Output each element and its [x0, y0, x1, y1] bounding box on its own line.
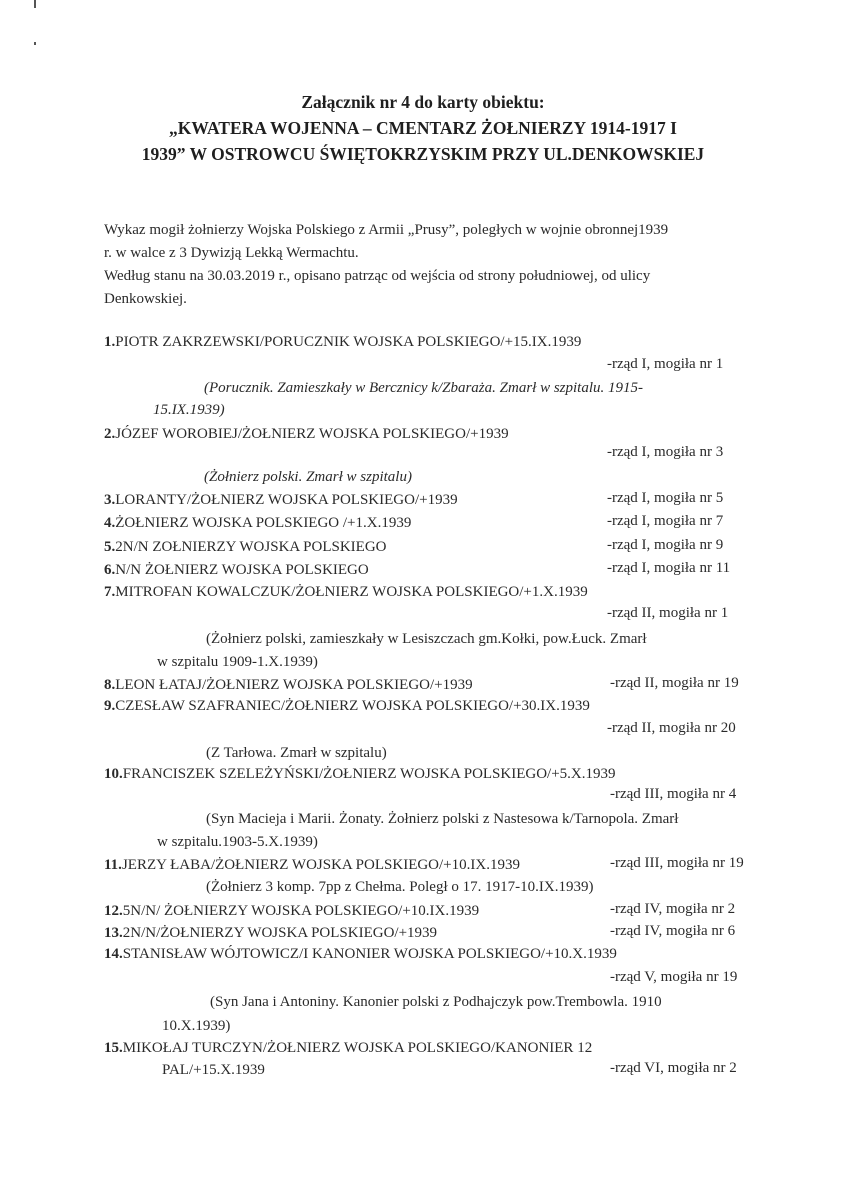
entry-number: 2. [104, 426, 116, 442]
entry-text: 2N/N ZOŁNIERZY WOJSKA POLSKIEGO [115, 539, 387, 555]
scan-mark [34, 0, 36, 8]
list-item [104, 584, 588, 601]
intro-text: Denkowskiej. [104, 291, 187, 307]
scan-mark [34, 42, 36, 45]
entry-text: 2N/N/ŻOŁNIERZY WOJSKA POLSKIEGO/+1939 [122, 925, 438, 941]
entry-text: JERZY ŁABA/ŻOŁNIERZ WOJSKA POLSKIEGO/+10.IX.1939 [121, 857, 520, 873]
entry-number: 1. [104, 334, 116, 350]
entry-text: CZESŁAW SZAFRANIEC/ŻOŁNIERZ WOJSKA POLSKIEGO/+30.IX.1939 [115, 698, 590, 714]
entry-note: (Żołnierz polski, zamieszkały w Lesiszczach gm.Kołki, pow.Łuck. Zmarł [206, 631, 647, 647]
entry-note: (Syn Jana i Antoniny. Kanonier polski z Podhajczyk pow.Trembowla. 1910 [210, 994, 662, 1010]
entry-number: 15. [104, 1040, 123, 1056]
entry-text: MIKOŁAJ TURCZYN/ŻOŁNIERZ WOJSKA POLSKIEGO/KANONIER 12 [122, 1040, 593, 1056]
entry-number: 6. [104, 562, 116, 578]
list-item [104, 946, 617, 963]
entry-location: -rząd III, mogiła nr 4 [610, 786, 737, 802]
list-item [104, 766, 616, 783]
entry-number: 7. [104, 584, 116, 600]
entry-location: -rząd II, mogiła nr 1 [607, 605, 729, 621]
entry-text: LORANTY/ŻOŁNIERZ WOJSKA POLSKIEGO/+1939 [115, 492, 458, 508]
entry-note: 10.X.1939) [162, 1018, 231, 1034]
entry-number: 9. [104, 698, 116, 714]
intro-text: Wykaz mogił żołnierzy Wojska Polskiego z Armii „Prusy”, poległych w wojnie obronnej1939 [104, 222, 669, 238]
entry-location: -rząd II, mogiła nr 19 [610, 675, 739, 691]
list-item [104, 857, 520, 874]
list-item [104, 426, 509, 443]
entry-location: -rząd IV, mogiła nr 2 [610, 901, 736, 917]
entry-number: 10. [104, 766, 123, 782]
entry-location: -rząd I, mogiła nr 7 [607, 513, 724, 529]
list-item [104, 334, 581, 351]
list-item [104, 698, 590, 715]
list-item [104, 492, 458, 509]
entry-text: STANISŁAW WÓJTOWICZ/I KANONIER WOJSKA POLSKIEGO/+10.X.1939 [122, 946, 617, 962]
entry-location: -rząd VI, mogiła nr 2 [610, 1060, 737, 1076]
entry-location: -rząd I, mogiła nr 1 [607, 356, 724, 372]
entry-text: FRANCISZEK SZELEŻYŃSKI/ŻOŁNIERZ WOJSKA POLSKIEGO/+5.X.1939 [122, 766, 616, 782]
entry-number: 13. [104, 925, 123, 941]
entry-note: w szpitalu 1909-1.X.1939) [157, 654, 318, 670]
entry-text: MITROFAN KOWALCZUK/ŻOŁNIERZ WOJSKA POLSKIEGO/+1.X.1939 [115, 584, 588, 600]
entry-note: (Żołnierz polski. Zmarł w szpitalu) [204, 469, 412, 485]
entry-note: (Z Tarłowa. Zmarł w szpitalu) [206, 745, 387, 761]
entry-number: 5. [104, 539, 116, 555]
entry-location: -rząd V, mogiła nr 19 [610, 969, 738, 985]
entry-location: -rząd I, mogiła nr 3 [607, 444, 724, 460]
list-item [104, 562, 369, 579]
list-item [104, 925, 437, 942]
list-item [104, 1040, 592, 1057]
entry-number: 11. [104, 857, 122, 873]
entry-note: (Syn Macieja i Marii. Żonaty. Żołnierz polski z Nastesowa k/Tarnopola. Zmarł [206, 811, 679, 827]
entry-location: -rząd II, mogiła nr 20 [607, 720, 736, 736]
title-line-1: Załącznik nr 4 do karty obiektu: [301, 92, 545, 112]
entry-text: 5N/N/ ŻOŁNIERZY WOJSKA POLSKIEGO/+10.IX.1939 [122, 903, 480, 919]
entry-number: 4. [104, 515, 116, 531]
entry-text-continued: PAL/+15.X.1939 [162, 1062, 265, 1078]
entry-location: -rząd I, mogiła nr 11 [607, 560, 731, 576]
entry-note: w szpitalu.1903-5.X.1939) [157, 834, 318, 850]
entry-location: -rząd IV, mogiła nr 6 [610, 923, 736, 939]
list-item [104, 539, 387, 556]
entry-location: -rząd I, mogiła nr 5 [607, 490, 724, 506]
entry-location: -rząd I, mogiła nr 9 [607, 537, 724, 553]
entry-number: 8. [104, 677, 116, 693]
title-line-3: 1939” W OSTROWCU ŚWIĘTOKRZYSKIM PRZY UL.DENKOWSKIEJ [141, 144, 705, 164]
entry-note: (Żołnierz 3 komp. 7pp z Chełma. Poległ o 17. 1917-10.IX.1939) [206, 879, 594, 895]
title-line-2: „KWATERA WOJENNA – CMENTARZ ŻOŁNIERZY 1914-1917 I [169, 118, 677, 138]
entry-text: LEON ŁATAJ/ŻOŁNIERZ WOJSKA POLSKIEGO/+1939 [115, 677, 473, 693]
intro-text: r. w walce z 3 Dywizją Lekką Wermachtu. [104, 245, 359, 261]
list-item [104, 515, 411, 532]
entry-text: N/N ŻOŁNIERZ WOJSKA POLSKIEGO [115, 562, 369, 578]
entry-text: JÓZEF WOROBIEJ/ŻOŁNIERZ WOJSKA POLSKIEGO/+1939 [115, 426, 509, 442]
list-item [104, 677, 473, 694]
entry-note: 15.IX.1939) [153, 402, 225, 418]
entry-number: 3. [104, 492, 116, 508]
entry-number: 12. [104, 903, 123, 919]
entry-text: ŻOŁNIERZ WOJSKA POLSKIEGO /+1.X.1939 [115, 515, 412, 531]
entry-location: -rząd III, mogiła nr 19 [610, 855, 744, 871]
list-item [104, 903, 479, 920]
intro-text: Według stanu na 30.03.2019 r., opisano patrząc od wejścia od strony południowej, od ulicy [104, 268, 651, 284]
entry-note: (Porucznik. Zamieszkały w Bercznicy k/Zbaraża. Zmarł w szpitalu. 1915- [204, 380, 644, 396]
entry-number: 14. [104, 946, 123, 962]
entry-text: PIOTR ZAKRZEWSKI/PORUCZNIK WOJSKA POLSKIEGO/+15.IX.1939 [115, 334, 582, 350]
